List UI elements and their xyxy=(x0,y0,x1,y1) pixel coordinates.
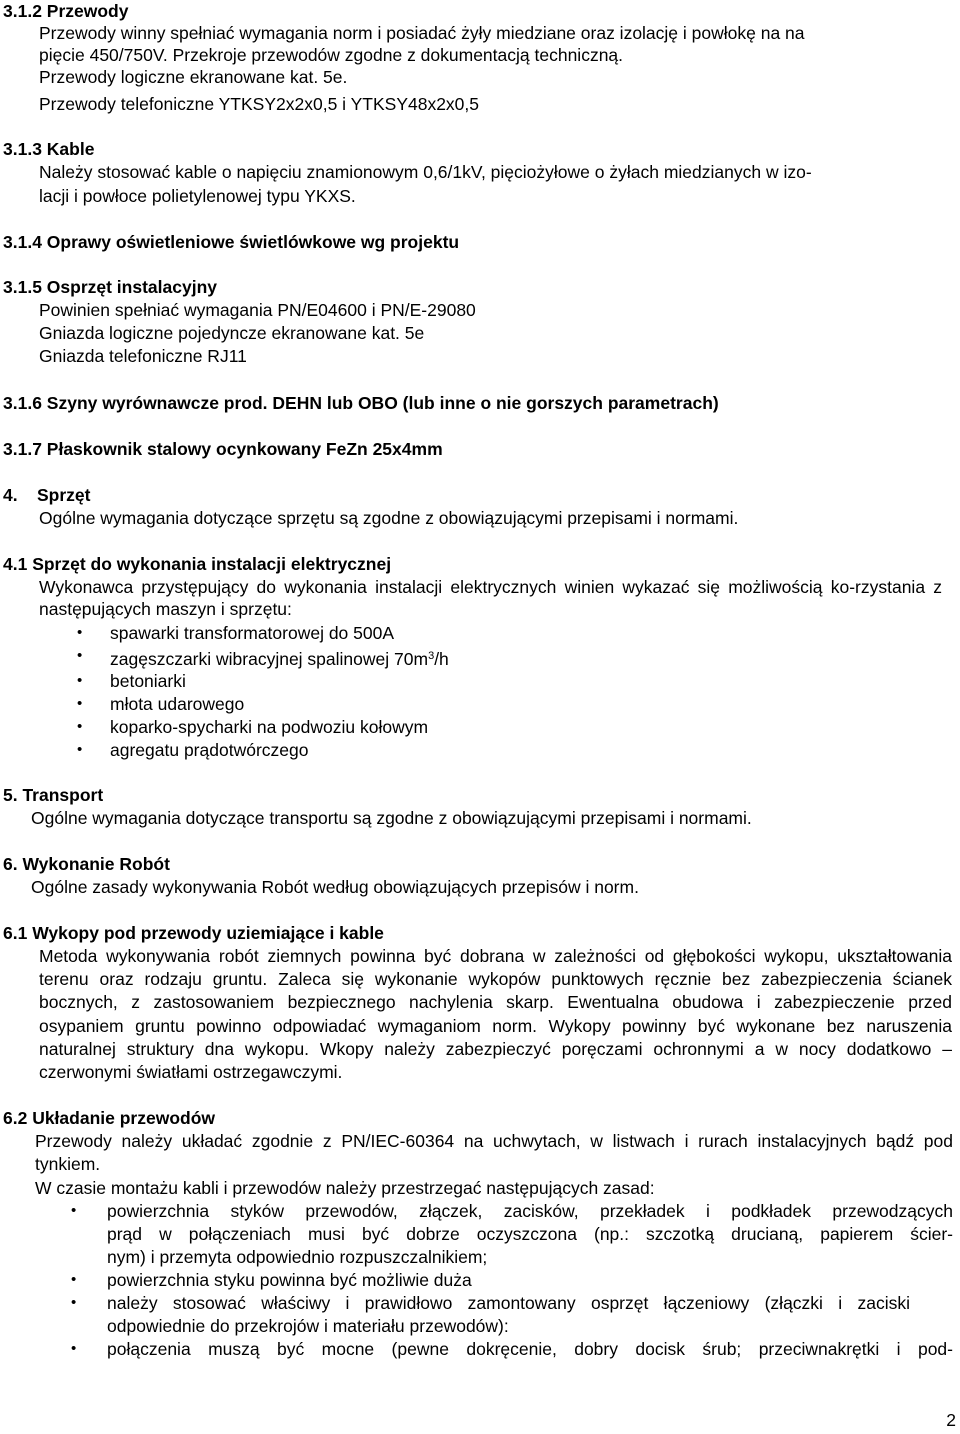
list-item-text: agregatu prądotwórczego xyxy=(110,739,309,760)
superscript: 3 xyxy=(428,649,435,662)
list-item-text: betoniarki xyxy=(110,671,186,692)
section-heading-5: 5. Transport xyxy=(3,785,104,805)
paragraph-line: Ogólne zasady wykonywania Robót według obowiązujących przepisów i norm. xyxy=(31,877,639,897)
paragraph-line: Należy stosować kable o napięciu znamionowym 0,6/1kV, pięciożyłowe o żyłach miedzianych w izo- xyxy=(39,162,812,182)
list-item xyxy=(77,716,449,739)
bullet: • xyxy=(77,624,83,641)
paragraph-line: Powinien spełniać wymagania PN/E04600 i PN/E-29080 xyxy=(39,300,476,320)
paragraph-line: Ogólne wymagania dotyczące transportu są zgodne z obowiązującymi przepisami i normami. xyxy=(31,808,752,828)
paragraph-line: lacji i powłoce polietylenowej typu YKXS. xyxy=(39,186,356,206)
section-heading-6-2: 6.2 Układanie przewodów xyxy=(3,1108,215,1128)
page-number: 2 xyxy=(946,1410,956,1430)
bullet-text-line: odpowiednie do przekrojów i materiału przewodów): xyxy=(107,1316,509,1336)
bullet: • xyxy=(71,1202,77,1219)
bullet: • xyxy=(77,740,83,758)
section-number-4: 4. xyxy=(3,485,18,505)
paragraph-line: Gniazda telefoniczne RJ11 xyxy=(39,346,247,366)
list-item xyxy=(77,739,449,762)
bullet-text-line: nym) i przemyta odpowiednio rozpuszczalnikiem; xyxy=(107,1247,488,1267)
bullet: • xyxy=(77,717,83,735)
section-6-2-paragraph: Przewody należy układać zgodnie z PN/IEC-60364 na uchwytach, w listwach i rurach instalacyjnych bądź pod tynkiem. xyxy=(35,1131,953,1174)
section-title-4: Sprzęt xyxy=(37,485,91,505)
section-heading-3-1-5: 3.1.5 Osprzęt instalacyjny xyxy=(3,277,217,297)
paragraph-line: pięcie 450/750V. Przekroje przewodów zgodne z dokumentacją techniczną. xyxy=(39,45,624,65)
section-heading-3-1-4: 3.1.4 Oprawy oświetleniowe świetlówkowe wg projektu xyxy=(3,232,460,252)
bullet: • xyxy=(77,695,83,713)
paragraph-line: Gniazda logiczne pojedyncze ekranowane kat. 5e xyxy=(39,323,425,343)
bullet-text-line: prąd w połączeniach musi być dobrze oczyszczona (np.: szczotką drucianą, papierem ścier- xyxy=(107,1224,953,1244)
section-heading-4-1: 4.1 Sprzęt do wykonania instalacji elektrycznej xyxy=(3,554,392,574)
section-heading-6-1: 6.1 Wykopy pod przewody uziemiające i kable xyxy=(3,923,384,943)
section-heading-3-1-3: 3.1.3 Kable xyxy=(3,139,95,159)
bullet: • xyxy=(77,672,83,690)
list-item xyxy=(77,693,449,716)
bullet: • xyxy=(71,1340,77,1357)
equipment-list xyxy=(77,622,449,761)
paragraph-line: Przewody winny spełniać wymagania norm i posiadać żyły miedziane oraz izolację i powłokę na na xyxy=(39,23,805,43)
bullet-text-line: powierzchnia styków przewodów, złączek, zacisków, przekładek i podkładek przewodzących xyxy=(107,1201,953,1221)
bullet-text-line: połączenia muszą być mocne (pewne dokręcenie, dobry docisk śrub; przeciwnakrętki i pod- xyxy=(107,1339,953,1359)
paragraph-line: Ogólne wymagania dotyczące sprzętu są zgodne z obowiązującymi przepisami i normami. xyxy=(39,508,739,528)
section-heading-3-1-2: 3.1.2 Przewody xyxy=(3,1,129,21)
list-item xyxy=(77,645,449,671)
list-item xyxy=(77,622,449,645)
paragraph-line: Przewody logiczne ekranowane kat. 5e. xyxy=(39,67,348,87)
list-item-text: spawarki transformatorowej do 500A xyxy=(110,623,395,643)
section-4-1-paragraph: Wykonawca przystępujący do wykonania instalacji elektrycznych winien wykazać się możliwością ko-rzystania z następujących maszyn i sprzętu: xyxy=(39,577,942,619)
paragraph-line: W czasie montażu kabli i przewodów należy przestrzegać następujących zasad: xyxy=(35,1178,655,1198)
bullet: • xyxy=(77,646,83,664)
list-item-text: zagęszczarki wibracyjnej spalinowej 70m xyxy=(110,648,429,669)
paragraph-line: Przewody telefoniczne YTKSY2x2x0,5 i YTKSY48x2x0,5 xyxy=(39,94,480,114)
list-item-text: koparko-spycharki na podwoziu kołowym xyxy=(110,716,429,737)
bullet-text-line: należy stosować właściwy i prawidłowo zamontowany osprzęt łączeniowy (złączki i zaciski xyxy=(107,1293,910,1313)
section-heading-3-1-7: 3.1.7 Płaskownik stalowy ocynkowany FeZn 25x4mm xyxy=(3,439,443,459)
bullet-text-line: powierzchnia styku powinna być możliwie duża xyxy=(107,1270,472,1290)
section-heading-3-1-6: 3.1.6 Szyny wyrównawcze prod. DEHN lub OBO (lub inne o nie gorszych parametrach) xyxy=(3,393,719,413)
section-heading-6: 6. Wykonanie Robót xyxy=(3,854,170,874)
list-item-text: młota udarowego xyxy=(110,694,245,715)
unit-suffix: /h xyxy=(434,648,449,669)
section-6-1-paragraph: Metoda wykonywania robót ziemnych powinna być dobrana w zależności od głębokości wykopu, ukształtowania terenu oraz rodzaju gruntu. Zaleca się wykonanie wykopów punktowych ręcznie bez zabezpieczenia ścianek bocznych, z zastosowaniem bezpiecznego nachylenia skarp. Ewentualna obudowa i zabezpieczenie przed osypaniem gruntu powinno odpowiadać wymaganiom norm. Wykopy powinny być wykonane bez naruszenia naturalnej struktury dna wykopu. Wkopy należy zabezpieczyć poręczami ochronnymi a w nocy dodatkowo – czerwonymi światłami ostrzegawczymi. xyxy=(39,946,952,1083)
list-item xyxy=(77,670,449,693)
bullet: • xyxy=(71,1271,77,1288)
bullet: • xyxy=(71,1294,77,1311)
